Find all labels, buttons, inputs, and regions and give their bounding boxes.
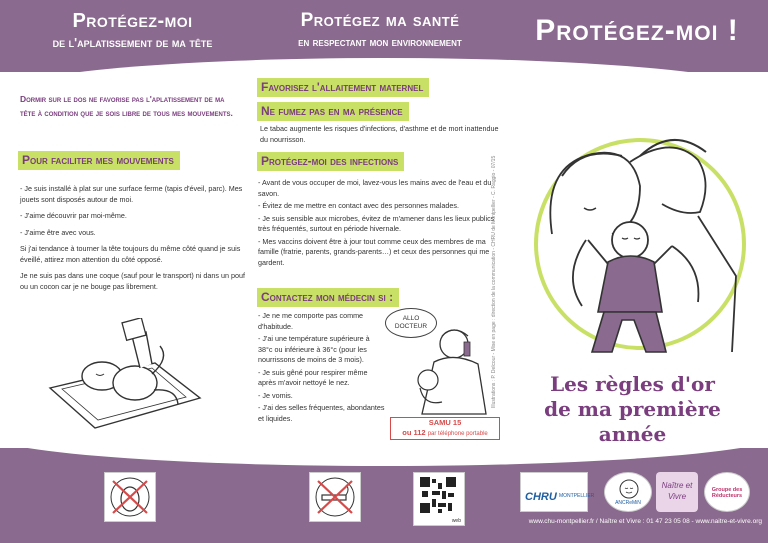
list-item: - Avant de vous occuper de moi, lavez-vous les mains avec de l'eau et du savon. [258,178,492,198]
ancremin-name: ANCReMiN [615,500,641,506]
list-item: - Je suis sensible aux microbes, évitez de m'amener dans les lieux publics très fréquentés, surtout en période hivernale. [258,213,495,233]
allo-docteur-bubble: ALLO DOCTEUR [385,308,437,338]
infections-heading: Protégez-moi des infections [257,152,404,171]
middle-panel-title [256,10,504,49]
footer-contact[interactable]: www.chu-montpellier.fr / Naître et Vivre : 01 47 23 05 08 - www.naitre-et-vivre.org [528,518,762,525]
list-item: - J'ai des selles fréquentes, abondantes et liquides. [258,403,385,423]
smoking-heading: Ne fumez pas en ma présence [257,102,409,121]
chru-city: MONTPELLIER [559,493,595,499]
qr-label: web [451,518,461,524]
samu-mobile-label: par téléphone portable [427,431,488,437]
breastfeeding-heading: Favorisez l'allaitement maternel [257,78,429,97]
list-item: - Mes vaccins doivent être à jour tout comme ceux des membres de ma famille (fratrie, parents, grands-parents…) et ceux des personnes qui me gardent. [258,236,490,267]
left-intro: Dormir sur le dos ne favorise pas l'aplatissement de ma tête à condition que je sois libre de tous mes mouvements. [20,94,233,118]
infections-list [258,178,503,270]
middle-subtitle: en respectant mon environnement [298,35,462,49]
list-item: - Évitez de me mettre en contact avec des personnes malades. [258,201,459,210]
doctor-list [258,311,386,426]
chru-logo [520,472,595,512]
samu-number: SAMU 15 [428,418,462,427]
samu-112: ou 112 [402,428,426,437]
naitre-et-vivre-logo [656,472,698,512]
credits: Illustrations : P. Delcour - Mise en page : direction de la communication - CHRU de Montpellier - C. Raggio - 07/15 [491,155,497,408]
baby-on-mat-illustration [40,318,210,436]
slogan-line-1: Les règles d'or [550,372,715,396]
list-item: - J'ai une température supérieure à 38°c ou inférieure à 36°c (pour les nourrissons de moins de 3 mois). [258,334,370,364]
no-sleeping-on-stomach-icon [104,472,156,522]
left-panel-title [10,10,255,50]
right-title: Protégez-moi ! [535,14,739,47]
doctor-heading: Contactez mon médecin si : [257,288,399,307]
movement-heading: Pour faciliter mes mouvements [18,151,180,170]
qr-code[interactable] [413,472,465,526]
paragraph: Je ne suis pas dans une coque (sauf pour le transport) ni dans un pouf ou un cocon car je ne bouge pas librement. [20,271,245,291]
paragraph: Si j'ai tendance à tourner la tête toujours du même côté quand je suis éveillé, attirez mon attention du côté opposé. [20,244,241,264]
naitre-et-vivre-name: Naître et Vivre [661,481,693,501]
family-illustration [522,116,758,368]
list-item: - Je vomis. [258,390,293,400]
list-item: - Je ne me comporte pas comme d'habitude. [258,311,364,331]
samu-box [390,417,500,440]
list-item: - Je suis gêné pour respirer même après m'avoir nettoyé le nez. [258,367,368,387]
reducteurs-name: Groupe des Réducteurs [711,487,743,499]
slogan-line-2: de ma première année [544,397,721,446]
ancremin-logo [604,472,652,512]
samu-mobile [391,428,499,439]
left-subtitle: de l'aplatissement de ma tête [52,36,213,50]
smoking-text: Le tabac augmente les risques d'infections, d'asthme et de mort inattendue du nourrisson. [260,124,499,144]
chru-name: CHRU [525,491,557,503]
movement-text [20,184,248,298]
paragraph: - J'aime être avec vous. [20,227,96,237]
golden-rules-slogan [510,372,755,447]
middle-title: Protégez ma santé [300,10,460,31]
left-title: Protégez-moi [72,10,193,32]
paragraph: - Je suis installé à plat sur une surface ferme (tapis d'éveil, parc). Mes jouets sont disposés autour de moi. [20,184,243,204]
reducteurs-logo [704,472,750,512]
paragraph: - J'aime découvrir par moi-même. [20,211,127,220]
no-smoking-icon [309,472,361,522]
